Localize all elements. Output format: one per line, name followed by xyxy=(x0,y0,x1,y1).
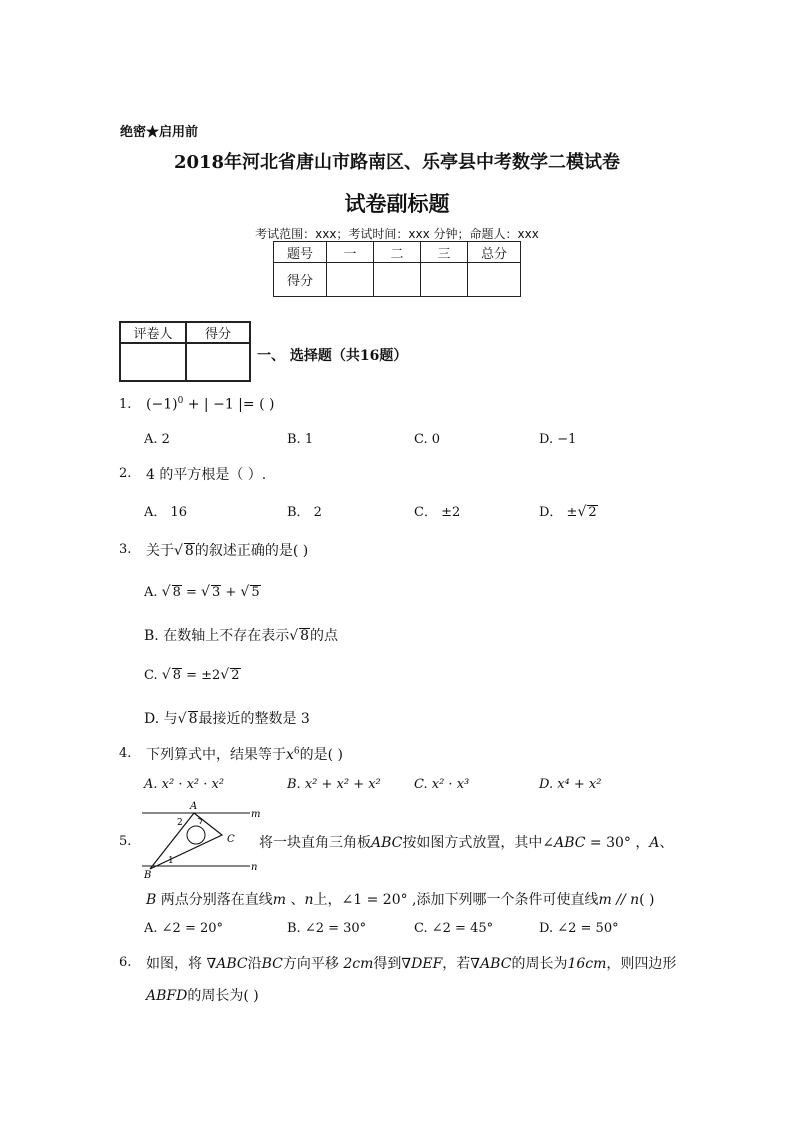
q3-c-label: C. xyxy=(144,668,158,683)
q1-exponent: 0 xyxy=(177,396,184,406)
score-header-cell: 二 xyxy=(374,242,421,263)
q6-def: ∇DEF xyxy=(401,956,443,972)
q5-paren: ( ) xyxy=(639,892,655,908)
q1-expr-pre: (−1) xyxy=(146,396,178,413)
q5-b: B xyxy=(146,892,157,908)
q5-a-tail: 、 xyxy=(659,835,674,851)
secret-label: 绝密★启用前 xyxy=(120,125,199,140)
q5-a: A xyxy=(649,835,660,851)
score-header-cell: 题号 xyxy=(274,242,327,263)
grader-cell xyxy=(186,343,250,381)
q3-option-d[interactable] xyxy=(144,708,310,728)
q5-abc2: ABC xyxy=(554,835,586,851)
score-cell xyxy=(374,263,421,297)
q3-option-c[interactable] xyxy=(144,667,241,683)
q5-abc: ABC xyxy=(371,835,403,851)
q2-option-b[interactable]: B． 2 xyxy=(287,505,322,520)
q6-bc: BC xyxy=(261,956,283,972)
sqrt-symbol: √ xyxy=(201,584,210,600)
q4-pre: 下列算式中，结果等于 xyxy=(146,747,286,763)
grader-cell xyxy=(120,343,186,381)
label-angle-2: 2 xyxy=(177,818,183,828)
triangle-abc xyxy=(150,813,222,869)
question-5-text xyxy=(259,832,674,852)
q3-d-pre: D. 与 xyxy=(144,711,178,727)
triangle-hole xyxy=(187,826,205,844)
question-number: 2. xyxy=(119,466,132,481)
score-header-cell: 一 xyxy=(327,242,374,263)
score-cell xyxy=(468,263,521,297)
q2-option-c[interactable]: C． ±2 xyxy=(414,505,461,520)
question-number: 5. xyxy=(119,834,132,849)
q5-mn: m // n xyxy=(598,892,640,908)
q6-d: 2cm xyxy=(343,956,374,972)
q5-option-c[interactable]: C. ∠2 = 45° xyxy=(414,921,494,936)
question-number: 1. xyxy=(119,397,132,412)
score-header-cell: 总分 xyxy=(468,242,521,263)
grader-header-cell: 得分 xyxy=(186,322,250,343)
sqrt-radicand: 2 xyxy=(231,668,240,683)
q4-post: 的是( ) xyxy=(299,747,344,763)
q4-exponent: 6 xyxy=(293,746,300,757)
q4-option-c[interactable]: C. x² · x³ xyxy=(414,777,470,792)
q3-pre: 关于 xyxy=(146,543,174,559)
sqrt-symbol: √ xyxy=(220,667,230,683)
q3-a-label: A. xyxy=(144,585,158,600)
sqrt-radicand: 8 xyxy=(172,585,181,600)
q1-expr-post: + | −1 |= ( ) xyxy=(183,396,275,413)
exam-subtitle: 试卷副标题 xyxy=(344,191,450,216)
sqrt-symbol: √ xyxy=(177,711,187,727)
sqrt-symbol: √ xyxy=(161,667,171,683)
question-6-text xyxy=(146,953,676,973)
q1-option-a[interactable]: A. 2 xyxy=(144,432,170,447)
grader-header-cell: 评卷人 xyxy=(120,322,186,343)
q5-sep: 、 xyxy=(286,892,305,908)
question-2-text: 4 的平方根是（ ）. xyxy=(146,467,267,483)
q6-t1: 如图，将 xyxy=(146,956,207,972)
q6-t2: 沿 xyxy=(247,956,262,972)
section-title: 一、 选择题（共16题） xyxy=(257,348,408,364)
q3-a-plus: + xyxy=(221,585,241,600)
sqrt-radicand: 2 xyxy=(588,505,597,520)
question-1-text xyxy=(146,396,274,413)
q6-t4: 得到 xyxy=(373,956,402,972)
question-number: 6. xyxy=(119,955,132,970)
score-header-cell: 三 xyxy=(421,242,468,263)
sqrt-radicand: 3 xyxy=(211,585,221,600)
q1-option-d[interactable]: D. −1 xyxy=(539,432,577,447)
q5-option-a[interactable]: A. ∠2 = 20° xyxy=(144,921,224,936)
question-number: 3. xyxy=(119,542,132,557)
q4-option-a[interactable]: A. x² · x² · x² xyxy=(144,777,225,792)
score-table xyxy=(273,241,521,297)
label-m: m xyxy=(251,809,261,820)
sqrt-radicand: 5 xyxy=(251,585,260,600)
question-number: 4. xyxy=(119,746,132,761)
sqrt-radicand: 8 xyxy=(184,543,194,559)
label-angle-1: 1 xyxy=(168,856,174,866)
sqrt-radicand: 8 xyxy=(188,711,198,727)
q5-option-d[interactable]: D. ∠2 = 50° xyxy=(539,921,619,936)
q6-t7: ，则四边形 xyxy=(606,956,677,972)
q6-l2-t: 的周长为( ) xyxy=(187,988,259,1004)
q3-d-post: 最接近的整数是 3 xyxy=(198,711,310,727)
q5-l2-t2: 上，∠1 = 20° ,添加下列哪一个条件可使直线 xyxy=(313,892,599,908)
q4-option-b[interactable]: B. x² + x² + x² xyxy=(287,777,381,792)
label-n: n xyxy=(251,862,258,873)
q3-option-b[interactable] xyxy=(144,625,338,645)
q4-var: x xyxy=(286,747,294,763)
q3-c-eq: = ±2 xyxy=(181,668,221,683)
score-row-label: 得分 xyxy=(274,263,327,297)
q2-option-a[interactable]: A． 16 xyxy=(144,505,188,520)
q5-t1: 将一块直角三角板 xyxy=(259,835,371,851)
q5-figure xyxy=(138,800,268,878)
q6-abfd: ABFD xyxy=(146,988,188,1004)
q3-b-pre: B. 在数轴上不存在表示 xyxy=(144,628,290,644)
q2-option-d-label: D． ± xyxy=(539,505,578,520)
q4-option-d[interactable]: D. x⁴ + x² xyxy=(539,777,602,792)
q6-t6: 的周长为 xyxy=(511,956,568,972)
question-3-text xyxy=(146,540,308,560)
exam-title: 2018年河北省唐山市路南区、乐亭县中考数学二模试卷 xyxy=(173,152,621,173)
q3-a-eq: = xyxy=(186,585,202,600)
label-a: A xyxy=(190,801,198,812)
q3-post: 的叙述正确的是( ) xyxy=(194,543,309,559)
q6-t5: ，若 xyxy=(442,956,471,972)
q3-option-a[interactable] xyxy=(144,584,261,600)
q1-option-b[interactable]: B. 1 xyxy=(287,432,314,447)
q5-t3: = 30° ， xyxy=(585,835,650,851)
q3-b-post: 的点 xyxy=(310,628,339,644)
sqrt-radicand: 8 xyxy=(300,628,310,644)
sqrt-symbol: √ xyxy=(577,504,587,520)
grader-table xyxy=(119,321,251,382)
exam-info: 考试范围：xxx；考试时间：xxx 分钟；命题人：xxx xyxy=(255,227,539,241)
label-b: B xyxy=(144,870,152,878)
score-cell xyxy=(421,263,468,297)
q5-l2-t1: 两点分别落在直线 xyxy=(156,892,273,908)
q6-abc: ∇ABC xyxy=(206,956,248,972)
sqrt-symbol: √ xyxy=(240,584,250,600)
sqrt-symbol: √ xyxy=(289,628,299,644)
q5-m: m xyxy=(272,892,287,908)
question-6-text-line2 xyxy=(146,985,259,1005)
q5-t2: 按如图方式放置，其中∠ xyxy=(402,835,555,851)
score-cell xyxy=(327,263,374,297)
q6-t3: 方向平移 xyxy=(282,956,344,972)
q6-abc2: ∇ABC xyxy=(470,956,512,972)
q5-n: n xyxy=(304,892,314,908)
q5-option-b[interactable]: B. ∠2 = 30° xyxy=(287,921,367,936)
label-c: C xyxy=(227,834,235,845)
question-4-text xyxy=(146,744,343,764)
question-5-text-line2 xyxy=(146,889,655,909)
sqrt-symbol: √ xyxy=(161,584,171,600)
q2-option-d[interactable] xyxy=(539,501,598,520)
q1-option-c[interactable]: C. 0 xyxy=(414,432,441,447)
q6-p: 16cm xyxy=(567,956,607,972)
sqrt-symbol: √ xyxy=(174,543,183,559)
sqrt-radicand: 8 xyxy=(172,668,181,683)
